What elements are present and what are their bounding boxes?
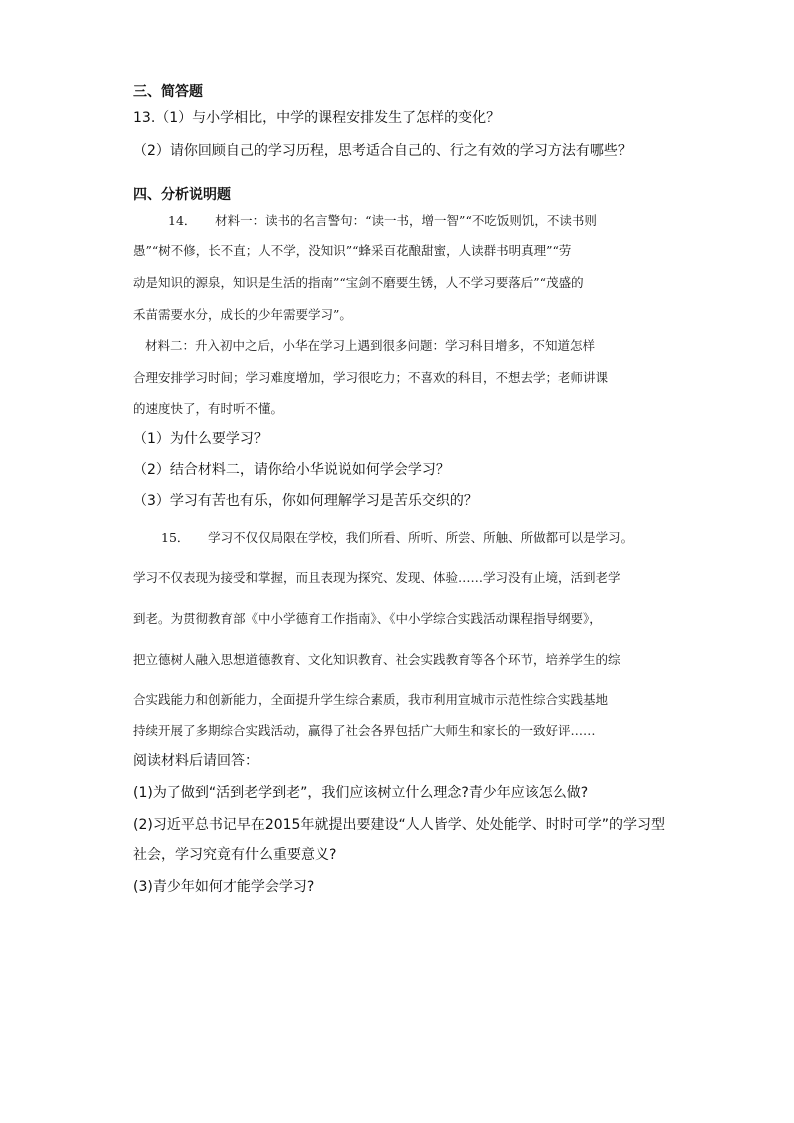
q15-material-line-5: 合实践能力和创新能力，全面提升学生综合素质，我市利用宣城市示范性综合实践基地 <box>133 692 609 707</box>
q14-material2-line-2: 合理安排学习时间；学习难度增加，学习很吃力；不喜欢的科目，不想去学；老师讲课 <box>133 370 609 385</box>
q15-question-1: (1)为了做到“活到老学到老”，我们应该树立什么理念?青少年应该怎么做? <box>133 785 589 801</box>
q15-material-line-3: 到老。为贯彻教育部《中小学德育工作指南》、《中小学综合实践活动课程指导纲要》， <box>133 611 602 626</box>
q15-prompt: 阅读材料后请回答： <box>133 753 259 769</box>
q15-question-3: (3)青少年如何才能学会学习? <box>133 879 315 895</box>
q14-material1-line-3: 动是知识的源泉，知识是生活的指南”“宝剑不磨要生锈，人不学习要落后”“茂盛的 <box>133 275 584 290</box>
question-13-part-1: 13.（1）与小学相比，中学的课程安排发生了怎样的变化？ <box>133 110 501 126</box>
q15-material-line-6: 持续开展了多期综合实践活动，赢得了社会各界包括广大师生和家长的一致好评…… <box>133 723 596 738</box>
q14-material1-line-4: 禾苗需要水分，成长的少年需要学习”。 <box>133 307 352 322</box>
q14-material1-line-1: 14． 材料一：读书的名言警句：“读一书，增一智”“不吃饭则饥，不读书则 <box>168 213 597 228</box>
section-heading-short-answer: 三、简答题 <box>133 84 203 100</box>
section-heading-analysis: 四、分析说明题 <box>133 187 231 203</box>
q15-material-line-2: 学习不仅表现为接受和掌握，而且表现为探究、发现、体验……学习没有止境，活到老学 <box>133 570 621 585</box>
q14-material2-line-1: 材料二：升入初中之后，小华在学习上遇到很多问题：学习科目增多，不知道怎样 <box>145 338 596 353</box>
q15-question-2-line-2: 社会，学习究竟有什么重要意义? <box>133 847 337 863</box>
q15-question-2-line-1: (2)习近平总书记早在2015年就提出要建设“人人皆学、处处能学、时时可学”的学习型 <box>133 817 665 833</box>
q14-question-2: （2）结合材料二，请你给小华说说如何学会学习？ <box>133 462 450 478</box>
q15-material-line-1: 15． 学习不仅仅局限在学校，我们所看、所听、所尝、所触、所做都可以是学习。 <box>161 530 634 545</box>
q14-question-3: （3）学习有苦也有乐，你如何理解学习是苦乐交织的？ <box>133 493 478 509</box>
q15-material-line-4: 把立德树人融入思想道德教育、文化知识教育、社会实践教育等各个环节，培养学生的综 <box>133 652 621 667</box>
q14-question-1: （1）为什么要学习？ <box>133 431 268 447</box>
q14-material1-line-2: 愚”“树不修，长不直；人不学，没知识”“蜂采百花酿甜蜜，人读群书明真理”“劳 <box>133 243 572 258</box>
q14-material2-line-3: 的速度快了，有时听不懂。 <box>133 401 284 416</box>
question-13-part-2: （2）请你回顾自己的学习历程，思考适合自己的、行之有效的学习方法有哪些？ <box>133 143 632 159</box>
